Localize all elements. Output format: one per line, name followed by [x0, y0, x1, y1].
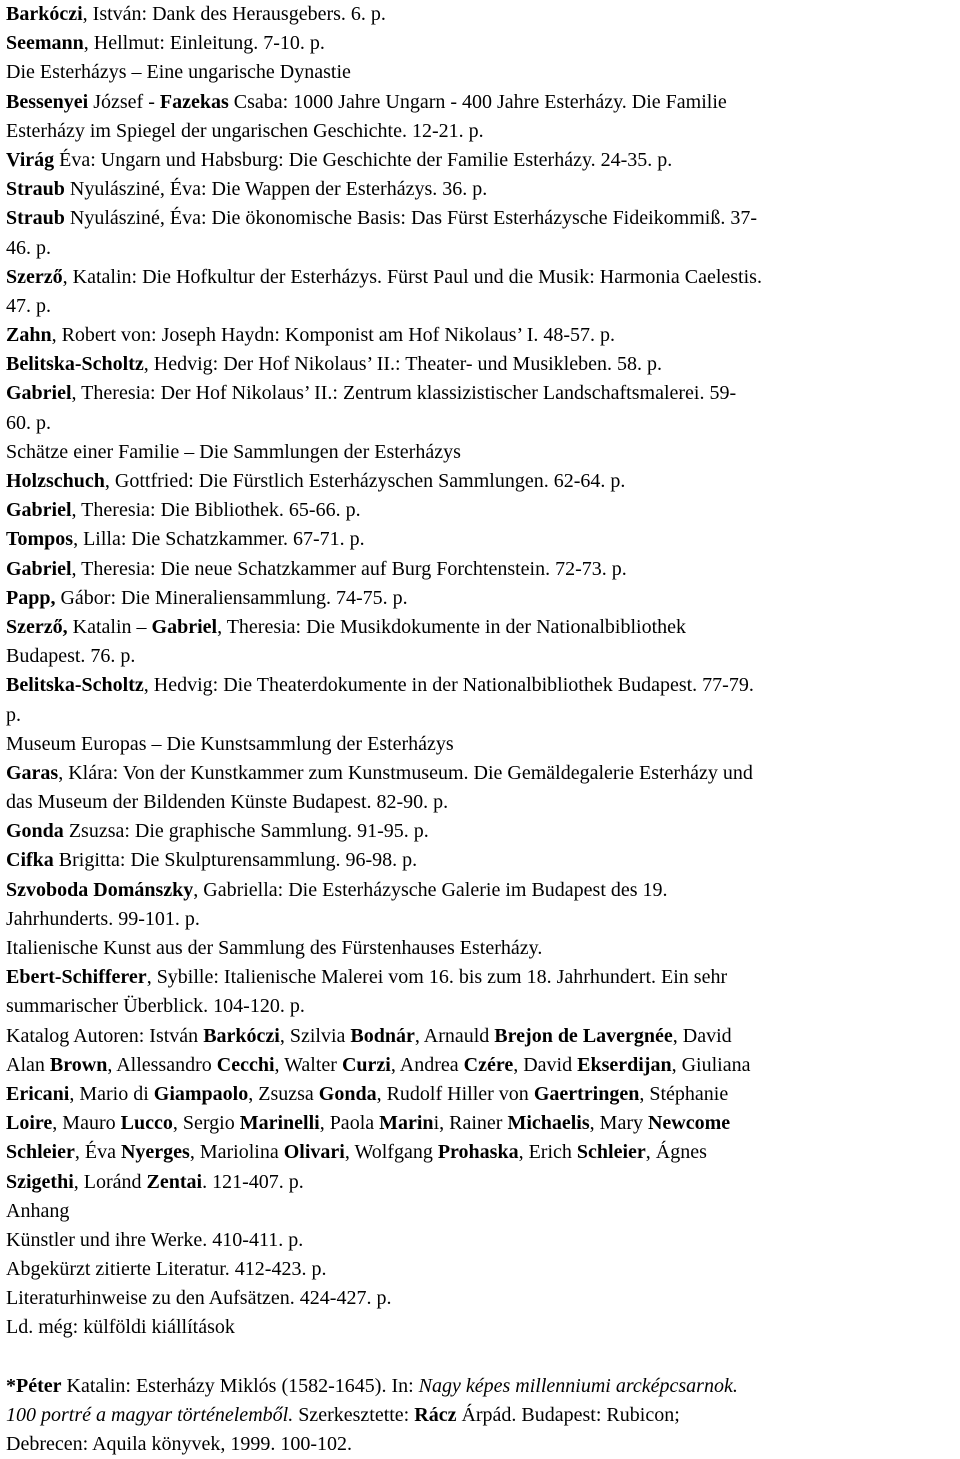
- author-name: Garas: [6, 761, 59, 784]
- text-line: [6, 759, 951, 788]
- text-line: [6, 1430, 951, 1459]
- text-run: Literaturhinweise zu den Aufsätzen. 424-427. p.: [6, 1287, 392, 1310]
- text-run: , David: [672, 1024, 732, 1047]
- text-run: Csaba: 1000 Jahre Ungarn - 400 Jahre Esterházy. Die Familie: [228, 90, 727, 113]
- text-line: [6, 1313, 951, 1342]
- text-run: , Mario di: [69, 1082, 154, 1105]
- text-run: , Theresia: Die Bibliothek. 65-66. p.: [71, 499, 361, 522]
- text-line: [6, 234, 951, 263]
- text-run: , Allessandro: [107, 1053, 217, 1076]
- author-name: Loire: [6, 1112, 53, 1135]
- author-name: *Péter: [6, 1374, 62, 1397]
- text-run: , Theresia: Die neue Schatzkammer auf Burg Forchtenstein. 72-73. p.: [71, 557, 627, 580]
- text-line: [6, 88, 951, 117]
- text-run: Katalin –: [67, 615, 152, 638]
- author-name: Brown: [49, 1053, 108, 1076]
- text-run: Katalin: Esterházy Miklós (1582-1645). In:: [61, 1374, 419, 1397]
- author-name: Gabriel: [6, 557, 72, 580]
- text-line: [6, 555, 951, 584]
- author-name: Michaelis: [507, 1112, 590, 1135]
- text-run: , Hellmut: Einleitung. 7-10. p.: [83, 32, 325, 55]
- author-name: Prohaska: [437, 1141, 519, 1164]
- text-run: das Museum der Bildenden Künste Budapest. 82-90. p.: [6, 791, 449, 814]
- author-name: Ericani: [6, 1082, 70, 1105]
- text-run: Brigitta: Die Skulpturensammlung. 96-98. p.: [53, 849, 418, 872]
- author-name: Brejon de Lavergnée: [494, 1024, 673, 1047]
- text-line: [6, 204, 951, 233]
- text-run: Abgekürzt zitierte Literatur. 412-423. p.: [6, 1258, 327, 1281]
- author-name: Szerző,: [6, 615, 68, 638]
- text-run: , Gottfried: Die Fürstlich Esterházyschen Sammlungen. 62-64. p.: [104, 470, 626, 492]
- text-line: [6, 1255, 951, 1284]
- author-name: Holzschuch: [6, 470, 105, 492]
- text-run: Schätze einer Familie – Die Sammlungen der Esterházys: [6, 440, 461, 463]
- text-line: [6, 905, 951, 934]
- author-name: Fazekas: [159, 90, 229, 113]
- author-name: Giampaolo: [153, 1082, 249, 1105]
- text-line: [6, 117, 951, 146]
- text-run: , Mauro: [52, 1112, 121, 1135]
- author-name: Gonda: [6, 820, 64, 843]
- text-run: , David: [513, 1053, 578, 1076]
- text-line: [6, 876, 951, 905]
- author-name: Nyerges: [120, 1141, 190, 1164]
- text-line: [6, 467, 951, 496]
- text-line: [6, 1109, 951, 1138]
- text-line: [6, 321, 951, 350]
- text-run: , Giuliana: [671, 1053, 751, 1076]
- author-name: Belitska-Scholtz: [6, 353, 144, 376]
- text-run: , Hedvig: Der Hof Nikolaus’ II.: Theater- und Musikleben. 58. p.: [143, 353, 662, 376]
- author-name: Ekserdijan: [577, 1053, 672, 1076]
- text-run: , Arnauld: [414, 1024, 495, 1047]
- author-name: Gabriel: [6, 382, 72, 405]
- text-run: Anhang: [6, 1199, 70, 1222]
- text-run: , Theresia: Der Hof Nikolaus’ II.: Zentrum klassizistischer Landschaftsmalerei. 59-: [71, 382, 737, 405]
- text-run: , Hedvig: Die Theaterdokumente in der Nationalbibliothek Budapest. 77-79.: [143, 674, 754, 697]
- text-line: [6, 934, 951, 963]
- text-run: , Sybille: Italienische Malerei vom 16. bis zum 18. Jahrhundert. Ein sehr: [146, 966, 728, 989]
- text-line: [6, 1080, 951, 1109]
- text-run: , Mary: [589, 1112, 648, 1135]
- text-run: , Stéphanie: [639, 1082, 729, 1105]
- text-run: p.: [6, 703, 21, 726]
- text-run: Éva: Ungarn und Habsburg: Die Geschichte der Familie Esterházy. 24-35. p.: [54, 148, 673, 171]
- text-run: Jahrhunderts. 99-101. p.: [6, 907, 200, 930]
- author-name: Newcome: [647, 1112, 731, 1135]
- text-run: , Loránd: [73, 1170, 147, 1193]
- author-name: Szerző: [6, 265, 63, 288]
- text-line: [6, 846, 951, 875]
- author-name: Schleier: [6, 1141, 75, 1164]
- text-run: , Ágnes: [645, 1141, 707, 1164]
- text-run: , Zsuzsa: [248, 1082, 319, 1105]
- text-run: 47. p.: [6, 294, 51, 317]
- author-name: Seemann: [6, 32, 84, 55]
- text-line: [6, 584, 951, 613]
- author-name: Virág: [6, 148, 55, 171]
- text-run: , Lilla: Die Schatzkammer. 67-71. p.: [73, 528, 365, 551]
- text-line: [6, 1372, 951, 1401]
- text-run: , Walter: [274, 1053, 342, 1076]
- author-name: Curzi: [341, 1053, 391, 1076]
- text-run: Szerkesztette:: [293, 1404, 415, 1426]
- author-name: Rácz: [414, 1404, 457, 1426]
- text-line: [6, 963, 951, 992]
- text-line: [6, 496, 951, 525]
- author-name: Straub: [6, 178, 65, 201]
- text-run: , Rudolf Hiller von: [376, 1082, 534, 1105]
- text-line: [6, 1051, 951, 1080]
- author-name: Straub: [6, 207, 65, 230]
- text-line: [6, 409, 951, 438]
- text-line: [6, 701, 951, 730]
- author-name: Szvoboda Dománszky: [6, 878, 194, 901]
- author-name: Barkóczi: [6, 3, 83, 25]
- author-name: Szigethi: [6, 1170, 74, 1193]
- text-line: [6, 438, 951, 467]
- text-run: Gábor: Die Mineraliensammlung. 74-75. p.: [55, 586, 408, 609]
- text-line: [6, 0, 951, 29]
- text-run: Árpád. Budapest: Rubicon;: [456, 1404, 680, 1426]
- author-name: Barkóczi: [203, 1024, 280, 1047]
- text-run: . 121-407. p.: [202, 1170, 304, 1193]
- text-line: [6, 613, 951, 642]
- text-line: [6, 992, 951, 1021]
- text-run: , Mariolina: [189, 1141, 284, 1164]
- text-run: Zsuzsa: Die graphische Sammlung. 91-95. p.: [63, 820, 429, 843]
- text-run: , Sergio: [172, 1112, 240, 1135]
- author-name: Cecchi: [216, 1053, 275, 1076]
- text-line: [6, 642, 951, 671]
- text-run: summarischer Überblick. 104-120. p.: [6, 995, 305, 1018]
- text-run: , Gabriella: Die Esterházysche Galerie im Budapest des 19.: [193, 878, 668, 901]
- text-line: [6, 1197, 951, 1226]
- text-run: Künstler und ihre Werke. 410-411. p.: [6, 1228, 304, 1251]
- text-line: [6, 1284, 951, 1313]
- author-name: Marinelli: [239, 1112, 320, 1135]
- text-line: [6, 263, 951, 292]
- text-line: [6, 788, 951, 817]
- text-run: i, Rainer: [433, 1112, 508, 1135]
- text-run: , Theresia: Die Musikdokumente in der Nationalbibliothek: [217, 615, 687, 638]
- author-name: Gabriel: [151, 615, 218, 638]
- text-run: Die Esterházys – Eine ungarische Dynastie: [6, 61, 351, 84]
- author-name: Bodnár: [350, 1024, 415, 1047]
- text-run: József -: [88, 90, 160, 113]
- text-line: [6, 350, 951, 379]
- text-run: 46. p.: [6, 236, 51, 259]
- author-name: Lucco: [120, 1112, 173, 1135]
- italic-title: Nagy képes millenniumi arcképcsarnok.: [418, 1374, 738, 1397]
- text-line: [6, 671, 951, 700]
- author-name: Gabriel: [6, 499, 72, 522]
- text-line: [6, 29, 951, 58]
- text-line: [6, 58, 951, 87]
- text-line: [6, 730, 951, 759]
- text-run: Esterházy im Spiegel der ungarischen Geschichte. 12-21. p.: [6, 119, 484, 142]
- text-run: Ld. még: külföldi kiállítások: [6, 1316, 235, 1339]
- author-name: Tompos: [6, 528, 74, 551]
- text-run: , Erich: [518, 1141, 577, 1164]
- text-run: Nyulásziné, Éva: Die ökonomische Basis: Das Fürst Esterházysche Fideikommiß. 37-: [64, 207, 758, 230]
- text-run: Alan: [6, 1053, 50, 1076]
- author-name: Schleier: [576, 1141, 646, 1164]
- text-run: 60. p.: [6, 411, 51, 434]
- text-run: , Éva: [74, 1141, 121, 1164]
- author-name: Marin: [379, 1112, 434, 1135]
- author-name: Olivari: [283, 1141, 345, 1164]
- document-body: [6, 0, 951, 1459]
- blank-line: [6, 1343, 951, 1372]
- author-name: Gaertringen: [533, 1082, 640, 1105]
- text-run: , Robert von: Joseph Haydn: Komponist am Hof Nikolaus’ I. 48-57. p.: [51, 324, 616, 347]
- text-line: [6, 292, 951, 321]
- text-run: Nyulásziné, Éva: Die Wappen der Esterházys. 36. p.: [64, 178, 488, 201]
- text-line: [6, 1401, 951, 1430]
- text-run: , Andrea: [390, 1053, 464, 1076]
- text-run: , István: Dank des Herausgebers. 6. p.: [82, 3, 386, 25]
- text-run: Debrecen: Aquila könyvek, 1999. 100-102.: [6, 1433, 353, 1456]
- text-line: [6, 146, 951, 175]
- author-name: Zentai: [146, 1170, 203, 1193]
- text-run: Katalog Autoren: István: [6, 1024, 204, 1047]
- text-line: [6, 817, 951, 846]
- author-name: Czére: [463, 1053, 514, 1076]
- text-run: Budapest. 76. p.: [6, 645, 136, 668]
- author-name: Ebert-Schifferer: [6, 966, 147, 989]
- author-name: Cifka: [6, 849, 54, 872]
- text-run: , Paola: [319, 1112, 380, 1135]
- text-line: [6, 525, 951, 554]
- text-run: Italienische Kunst aus der Sammlung des Fürstenhauses Esterházy.: [6, 937, 543, 959]
- author-name: Bessenyei: [6, 90, 89, 113]
- author-name: Gonda: [318, 1082, 377, 1105]
- text-run: , Katalin: Die Hofkultur der Esterházys. Fürst Paul und die Musik: Harmonia Caelestis.: [62, 265, 762, 288]
- text-run: , Szilvia: [279, 1024, 351, 1047]
- text-run: Museum Europas – Die Kunstsammlung der Esterházys: [6, 732, 454, 755]
- author-name: Zahn: [6, 324, 52, 347]
- author-name: Papp,: [6, 586, 56, 609]
- text-line: [6, 1138, 951, 1167]
- text-line: [6, 175, 951, 204]
- text-line: [6, 1022, 951, 1051]
- text-line: [6, 379, 951, 408]
- author-name: Belitska-Scholtz: [6, 674, 144, 697]
- text-line: [6, 1226, 951, 1255]
- text-run: , Wolfgang: [344, 1141, 438, 1164]
- text-run: , Klára: Von der Kunstkammer zum Kunstmuseum. Die Gemäldegalerie Esterházy und: [58, 761, 753, 784]
- italic-title: 100 portré a magyar történelemből.: [6, 1404, 294, 1426]
- text-line: [6, 1168, 951, 1197]
